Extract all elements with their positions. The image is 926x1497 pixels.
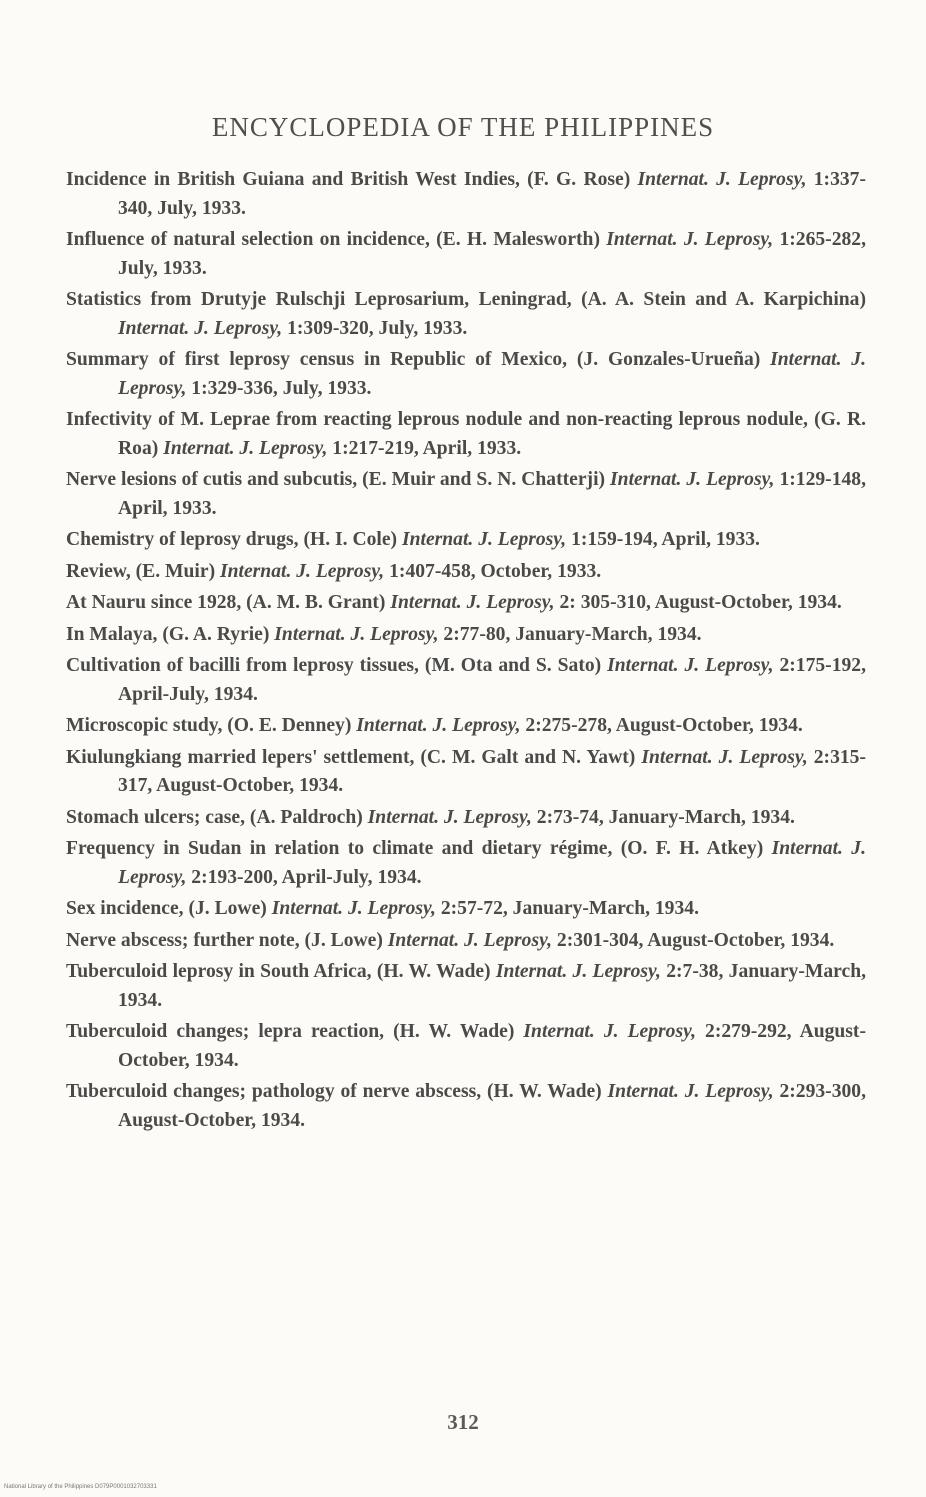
entry-journal: Internat. J. Leprosy, [607, 1081, 774, 1102]
entry-text: Tuberculoid changes; lepra reaction, (H. W. Wade) [66, 1021, 515, 1042]
bibliography-entry [66, 927, 866, 956]
bibliography-entry [66, 558, 866, 587]
bibliography-entry [66, 346, 866, 403]
bibliography-entry [66, 526, 866, 555]
bibliography-entry [66, 804, 866, 833]
entry-text: Cultivation of bacilli from leprosy tissues, (M. Ota and S. Sato) [66, 655, 602, 676]
bibliography-entry [66, 166, 866, 223]
entry-text: Chemistry of leprosy drugs, (H. I. Cole) [66, 529, 398, 550]
bibliography-list [66, 166, 866, 1138]
bibliography-entry [66, 1078, 866, 1135]
entry-journal: Internat. J. Leprosy, [367, 806, 532, 828]
entry-journal: Internat. J. Leprosy, [606, 229, 774, 250]
entry-text: At Nauru since 1928, (A. M. B. Grant) [66, 592, 386, 613]
bibliography-entry [66, 895, 866, 924]
bibliography-entry [66, 1018, 866, 1075]
bibliography-entry [66, 652, 866, 709]
entry-journal: Internat. J. Leprosy, [387, 929, 552, 951]
entry-citation: 2:315-317, August-October, 1934. [118, 746, 866, 796]
entry-text: Incidence in British Guiana and British West Indies, (F. G. Rose) [66, 169, 631, 190]
entry-citation: 2:77-80, January-March, 1934. [443, 623, 702, 645]
entry-journal: Internat. J. Leprosy, [523, 1021, 696, 1042]
entry-citation: 2:57-72, January-March, 1934. [440, 898, 699, 919]
entry-citation: 2:279-292, August-October, 1934. [118, 1021, 866, 1071]
bibliography-entry [66, 835, 866, 892]
entry-text: Nerve lesions of cutis and subcutis, (E. Muir and S. N. Chatterji) [66, 469, 606, 490]
scan-footer-note: National Library of the Philippines D079P0001032703331 [4, 1484, 157, 1490]
entry-citation: 1:265-282, July, 1933. [118, 229, 866, 279]
entry-text: Stomach ulcers; case, (A. Paldroch) [66, 806, 363, 828]
entry-citation: 1:159-194, April, 1933. [571, 529, 760, 550]
entry-journal: Internat. J. Leprosy, [356, 715, 521, 736]
entry-citation: 2:275-278, August-October, 1934. [525, 715, 803, 736]
entry-journal: Internat. J. Leprosy, [118, 317, 283, 339]
entry-journal: Internat. J. Leprosy, [641, 746, 808, 768]
page-number: 312 [447, 1410, 479, 1434]
bibliography-entry [66, 406, 866, 463]
entry-text: Nerve abscess; further note, (J. Lowe) [66, 929, 383, 951]
entry-text: Sex incidence, (J. Lowe) [66, 898, 267, 919]
entry-text: In Malaya, (G. A. Ryrie) [66, 623, 270, 645]
entry-text: Tuberculoid changes; pathology of nerve abscess, (H. W. Wade) [66, 1081, 602, 1102]
entry-text: Infectivity of M. Leprae from reacting leprous nodule and non-reacting leprous nodule, (G. R. Roa) [66, 409, 866, 459]
bibliography-entry [66, 621, 866, 650]
entry-citation: 2: 305-310, August-October, 1934. [559, 592, 842, 613]
entry-text: Kiulungkiang married lepers' settlement, (C. M. Galt and N. Yawt) [66, 746, 636, 768]
entry-citation: 2:193-200, April-July, 1934. [191, 866, 422, 888]
entry-journal: Internat. J. Leprosy, [271, 898, 436, 919]
page-title: ENCYCLOPEDIA OF THE PHILIPPINES [211, 112, 715, 142]
entry-journal: Internat. J. Leprosy, [390, 592, 555, 613]
entry-citation: 2:293-300, August-October, 1934. [118, 1081, 866, 1131]
entry-citation: 2:175-192, April-July, 1934. [118, 655, 866, 705]
entry-journal: Internat. J. Leprosy, [118, 838, 867, 888]
entry-journal: Internat. J. Leprosy, [495, 961, 661, 982]
entry-journal: Internat. J. Leprosy, [637, 169, 807, 190]
entry-journal: Internat. J. Leprosy, [163, 437, 328, 459]
entry-citation: 2:7-38, January-March, 1934. [118, 961, 866, 1011]
entry-citation: 2:301-304, August-October, 1934. [556, 929, 835, 951]
entry-citation: 1:407-458, October, 1933. [389, 560, 602, 582]
bibliography-entry [66, 712, 866, 741]
entry-citation: 1:129-148, April, 1933. [118, 469, 866, 519]
entry-text: Tuberculoid leprosy in South Africa, (H. W. Wade) [66, 961, 491, 982]
entry-text: Review, (E. Muir) [66, 560, 216, 582]
entry-journal: Internat. J. Leprosy, [118, 349, 866, 399]
entry-citation: 2:73-74, January-March, 1934. [536, 806, 795, 828]
bibliography-entry [66, 958, 866, 1015]
entry-journal: Internat. J. Leprosy, [607, 655, 774, 676]
entry-citation: 1:337-340, July, 1933. [118, 169, 866, 219]
entry-journal: Internat. J. Leprosy, [274, 623, 439, 645]
bibliography-entry [66, 286, 866, 343]
entry-text: Summary of first leprosy census in Republic of Mexico, (J. Gonzales-Urueña) [66, 349, 761, 370]
bibliography-entry [66, 466, 866, 523]
bibliography-entry [66, 744, 866, 801]
entry-citation: 1:217-219, April, 1933. [332, 437, 522, 459]
entry-journal: Internat. J. Leprosy, [220, 560, 385, 582]
entry-journal: Internat. J. Leprosy, [610, 469, 775, 490]
entry-journal: Internat. J. Leprosy, [401, 529, 567, 550]
entry-text: Statistics from Drutyje Rulschji Leprosarium, Leningrad, (A. A. Stein and A. Karpichina) [66, 289, 866, 310]
entry-text: Microscopic study, (O. E. Denney) [66, 715, 352, 736]
bibliography-entry [66, 226, 866, 283]
entry-citation: 1:329-336, July, 1933. [191, 377, 372, 399]
entry-text: Frequency in Sudan in relation to climate and dietary régime, (O. F. H. Atkey) [66, 838, 764, 859]
bibliography-entry [66, 589, 866, 618]
entry-citation: 1:309-320, July, 1933. [287, 317, 468, 339]
entry-text: Influence of natural selection on incidence, (E. H. Malesworth) [66, 229, 600, 250]
